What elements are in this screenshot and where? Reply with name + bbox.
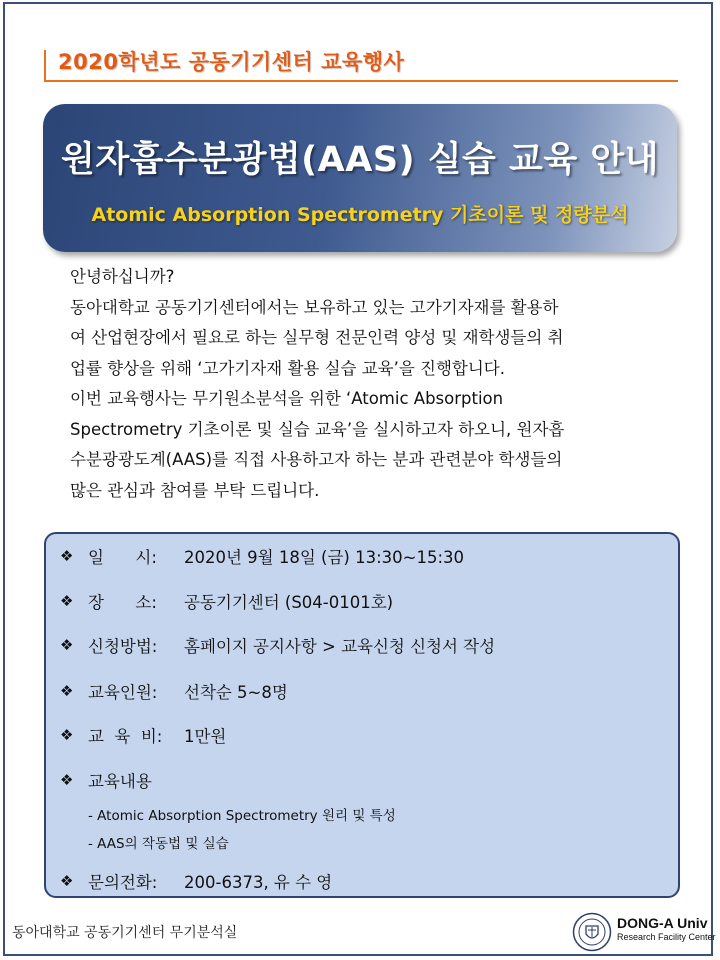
diamond-bullet-icon: ❖ [60, 726, 74, 744]
intro-line: Spectrometry 기초이론 및 실습 교육’을 실시하고자 하오니, 원자흡 [70, 419, 565, 439]
banner-title: 원자흡수분광법(AAS) 실습 교육 안내 [61, 140, 659, 180]
logo-sub-text: Research Facility Center [617, 932, 716, 942]
header-tick [44, 50, 46, 82]
info-label: 문의전화: [88, 873, 158, 892]
title-banner [43, 104, 677, 252]
footer-org-name: 동아대학교 공동기기센터 무기분석실 [12, 925, 238, 941]
diamond-bullet-icon: ❖ [60, 682, 74, 700]
intro-line: 이번 교육행사는 무기원소분석을 위한 ‘Atomic Absorption [70, 389, 504, 408]
contents-item: - AAS의 작동법 및 실습 [88, 836, 229, 852]
intro-line: 동아대학교 공동기기센터에서는 보유하고 있는 고가기자재를 활용하 [70, 297, 559, 317]
info-label: 교 육 비: [88, 727, 163, 746]
intro-line: 안녕하십니까? [70, 267, 175, 286]
info-row-date [60, 544, 464, 568]
diamond-bullet-icon: ❖ [60, 771, 74, 789]
intro-line: 업률 향상을 위해 ‘고가기자재 활용 실습 교육’을 진행합니다. [70, 358, 505, 378]
intro-paragraph [70, 262, 660, 506]
university-seal-icon [572, 912, 612, 952]
info-label: 장 소: [88, 593, 157, 612]
diamond-bullet-icon: ❖ [60, 872, 74, 890]
info-label: 일 시: [88, 548, 157, 567]
contents-item: - Atomic Absorption Spectrometry 원리 및 특성 [88, 808, 396, 824]
info-value: 200-6373, 유 수 영 [184, 873, 333, 892]
logo-main-text: DONG-A Univ [617, 915, 708, 931]
info-label: 교육내용 [88, 772, 152, 791]
diamond-bullet-icon: ❖ [60, 592, 74, 610]
diamond-bullet-icon: ❖ [60, 636, 74, 654]
info-label: 교육인원: [88, 683, 158, 702]
info-row-contact [60, 869, 332, 893]
banner-subtitle: Atomic Absorption Spectrometry 기초이론 및 정량분석 [91, 204, 629, 226]
info-label: 신청방법: [88, 637, 158, 656]
intro-line: 많은 관심과 참여를 부탁 드립니다. [70, 480, 320, 500]
intro-line: 여 산업현장에서 필요로 하는 실무형 전문인력 양성 및 재학생들의 취 [70, 328, 564, 347]
info-value: 공동기기센터 (S04-0101호) [184, 593, 394, 612]
info-row-capacity [60, 679, 288, 703]
info-row-apply [60, 633, 495, 657]
event-info-box [44, 532, 680, 898]
info-row-fee [60, 723, 226, 747]
diamond-bullet-icon: ❖ [60, 547, 74, 565]
info-value: 1만원 [184, 727, 227, 746]
info-value: 홈페이지 공지사항 > 교육신청 신청서 작성 [184, 637, 496, 656]
info-row-contents [60, 768, 184, 792]
header-divider [46, 80, 678, 82]
info-value: 2020년 9월 18일 (금) 13:30~15:30 [184, 548, 465, 567]
info-value: 선착순 5~8명 [184, 683, 288, 702]
info-row-place [60, 589, 393, 613]
intro-line: 수분광광도계(AAS)를 직접 사용하고자 하는 분과 관련분야 학생들의 [70, 450, 563, 469]
university-logo [617, 915, 716, 943]
page-header-title: 2020학년도 공동기기센터 교육행사 [58, 50, 405, 74]
